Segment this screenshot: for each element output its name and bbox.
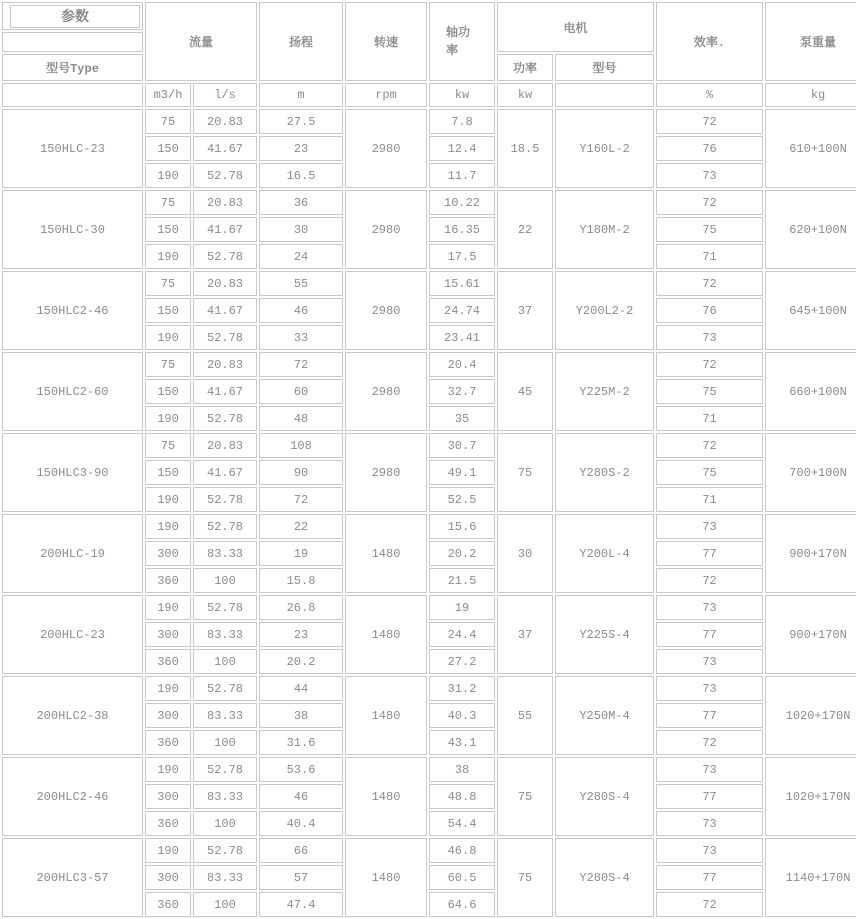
weight-cell: 900+170N: [765, 514, 856, 593]
flow-m3h-cell: 190: [145, 757, 191, 782]
flow-m3h-cell: 190: [145, 163, 191, 188]
model-cell: 150HLC-30: [2, 190, 143, 269]
flow-m3h-cell: 190: [145, 514, 191, 539]
unit-flow-ls: l/s: [193, 83, 257, 107]
flow-m3h-cell: 300: [145, 865, 191, 890]
unit-motor-power: kw: [497, 83, 553, 107]
shaft-power-cell: 40.3: [429, 703, 495, 728]
efficiency-cell: 73: [656, 811, 763, 836]
motor-model-cell: Y225M-2: [555, 352, 654, 431]
motor-power-cell: 75: [497, 838, 553, 917]
model-cell: 200HLC-19: [2, 514, 143, 593]
head-cell: 90: [259, 460, 343, 485]
efficiency-cell: 72: [656, 271, 763, 296]
speed-cell: 2980: [345, 433, 427, 512]
shaft-power-cell: 10.22: [429, 190, 495, 215]
flow-ls-cell: 20.83: [193, 109, 257, 134]
motor-model-cell: Y180M-2: [555, 190, 654, 269]
flow-ls-cell: 20.83: [193, 433, 257, 458]
blank-cell: [2, 83, 143, 107]
motor-power-header: 功率: [497, 54, 553, 81]
flow-ls-cell: 83.33: [193, 784, 257, 809]
flow-m3h-cell: 190: [145, 244, 191, 269]
efficiency-cell: 76: [656, 136, 763, 161]
weight-cell: 610+100N: [765, 109, 856, 188]
efficiency-cell: 71: [656, 487, 763, 512]
shaft-power-cell: 24.4: [429, 622, 495, 647]
flow-ls-cell: 52.78: [193, 325, 257, 350]
motor-power-cell: 18.5: [497, 109, 553, 188]
flow-m3h-cell: 75: [145, 352, 191, 377]
head-cell: 30: [259, 217, 343, 242]
speed-cell: 1480: [345, 595, 427, 674]
spec-row: [2, 838, 856, 863]
flow-m3h-cell: 190: [145, 406, 191, 431]
spec-row: [2, 433, 856, 458]
shaft-power-cell: 31.2: [429, 676, 495, 701]
efficiency-cell: 72: [656, 109, 763, 134]
motor-model-cell: Y280S-4: [555, 757, 654, 836]
efficiency-header: 效率.: [656, 2, 763, 81]
param-header-label: 参数: [10, 5, 140, 28]
motor-model-header: 型号: [555, 54, 654, 81]
flow-ls-cell: 100: [193, 568, 257, 593]
spec-row: [2, 676, 856, 701]
efficiency-cell: 73: [656, 649, 763, 674]
shaft-power-cell: 15.6: [429, 514, 495, 539]
head-cell: 53.6: [259, 757, 343, 782]
weight-cell: 900+170N: [765, 595, 856, 674]
shaft-power-cell: 7.8: [429, 109, 495, 134]
flow-m3h-cell: 360: [145, 892, 191, 917]
model-type-header: 型号Type: [2, 54, 143, 81]
flow-ls-cell: 41.67: [193, 460, 257, 485]
head-cell: 55: [259, 271, 343, 296]
speed-cell: 2980: [345, 352, 427, 431]
weight-cell: 1020+170N: [765, 676, 856, 755]
spec-row: [2, 757, 856, 782]
speed-cell: 2980: [345, 109, 427, 188]
shaft-power-cell: 16.35: [429, 217, 495, 242]
efficiency-cell: 72: [656, 352, 763, 377]
shaft-power-cell: 19: [429, 595, 495, 620]
speed-cell: 2980: [345, 190, 427, 269]
unit-weight: kg: [765, 83, 856, 107]
motor-power-cell: 30: [497, 514, 553, 593]
weight-cell: 660+100N: [765, 352, 856, 431]
efficiency-cell: 71: [656, 244, 763, 269]
speed-cell: 1480: [345, 676, 427, 755]
flow-m3h-cell: 75: [145, 109, 191, 134]
flow-ls-cell: 41.67: [193, 379, 257, 404]
flow-m3h-cell: 150: [145, 460, 191, 485]
flow-ls-cell: 20.83: [193, 271, 257, 296]
head-cell: 108: [259, 433, 343, 458]
flow-ls-cell: 52.78: [193, 487, 257, 512]
shaft-power-cell: 49.1: [429, 460, 495, 485]
spec-row: [2, 271, 856, 296]
flow-ls-cell: 52.78: [193, 406, 257, 431]
flow-ls-cell: 100: [193, 892, 257, 917]
unit-speed: rpm: [345, 83, 427, 107]
speed-cell: 2980: [345, 271, 427, 350]
head-cell: 36: [259, 190, 343, 215]
shaft-power-cell: 60.5: [429, 865, 495, 890]
motor-model-cell: Y280S-4: [555, 838, 654, 917]
efficiency-cell: 73: [656, 163, 763, 188]
weight-cell: 1020+170N: [765, 757, 856, 836]
flow-m3h-cell: 300: [145, 622, 191, 647]
shaft-power-cell: 38: [429, 757, 495, 782]
motor-model-cell: Y200L2-2: [555, 271, 654, 350]
flow-m3h-cell: 190: [145, 487, 191, 512]
blank-cell: [555, 83, 654, 107]
flow-m3h-cell: 300: [145, 703, 191, 728]
shaft-power-cell: 46.8: [429, 838, 495, 863]
spec-row: [2, 109, 856, 134]
units-row: [2, 83, 856, 107]
unit-flow-m3h: m3/h: [145, 83, 191, 107]
motor-power-cell: 55: [497, 676, 553, 755]
head-cell: 24: [259, 244, 343, 269]
head-cell: 38: [259, 703, 343, 728]
shaft-power-cell: 27.2: [429, 649, 495, 674]
speed-cell: 1480: [345, 757, 427, 836]
flow-ls-cell: 52.78: [193, 595, 257, 620]
motor-model-cell: Y250M-4: [555, 676, 654, 755]
flow-ls-cell: 100: [193, 649, 257, 674]
efficiency-cell: 77: [656, 784, 763, 809]
motor-header: 电机: [497, 2, 654, 52]
spec-row: [2, 190, 856, 215]
speed-cell: 1480: [345, 514, 427, 593]
flow-ls-cell: 52.78: [193, 757, 257, 782]
flow-ls-cell: 83.33: [193, 541, 257, 566]
head-cell: 47.4: [259, 892, 343, 917]
head-cell: 60: [259, 379, 343, 404]
efficiency-cell: 73: [656, 757, 763, 782]
flow-m3h-cell: 360: [145, 811, 191, 836]
head-cell: 46: [259, 784, 343, 809]
efficiency-cell: 77: [656, 865, 763, 890]
flow-ls-cell: 52.78: [193, 838, 257, 863]
shaft-power-cell: 54.4: [429, 811, 495, 836]
motor-power-cell: 75: [497, 433, 553, 512]
model-cell: 150HLC2-46: [2, 271, 143, 350]
model-cell: 150HLC-23: [2, 109, 143, 188]
weight-cell: 645+100N: [765, 271, 856, 350]
model-cell: 200HLC-23: [2, 595, 143, 674]
flow-m3h-cell: 300: [145, 784, 191, 809]
efficiency-cell: 71: [656, 406, 763, 431]
motor-power-cell: 45: [497, 352, 553, 431]
shaft-power-cell: 12.4: [429, 136, 495, 161]
efficiency-cell: 72: [656, 892, 763, 917]
flow-ls-cell: 83.33: [193, 703, 257, 728]
efficiency-cell: 72: [656, 190, 763, 215]
shaft-power-cell: 43.1: [429, 730, 495, 755]
motor-model-cell: Y225S-4: [555, 595, 654, 674]
head-cell: 57: [259, 865, 343, 890]
spec-table-body: [2, 2, 856, 917]
head-cell: 44: [259, 676, 343, 701]
shaft-power-cell: 20.4: [429, 352, 495, 377]
flow-m3h-cell: 190: [145, 595, 191, 620]
blank-cell: [2, 32, 143, 52]
shaft-power-cell: 30.7: [429, 433, 495, 458]
flow-ls-cell: 41.67: [193, 217, 257, 242]
efficiency-cell: 73: [656, 595, 763, 620]
head-cell: 27.5: [259, 109, 343, 134]
head-cell: 33: [259, 325, 343, 350]
shaft-power-cell: 11.7: [429, 163, 495, 188]
head-cell: 72: [259, 487, 343, 512]
efficiency-cell: 75: [656, 217, 763, 242]
efficiency-cell: 73: [656, 838, 763, 863]
shaft-power-header-label: 轴功率: [446, 25, 471, 58]
efficiency-cell: 76: [656, 298, 763, 323]
efficiency-cell: 72: [656, 433, 763, 458]
model-cell: 200HLC2-38: [2, 676, 143, 755]
flow-ls-cell: 100: [193, 811, 257, 836]
head-cell: 16.5: [259, 163, 343, 188]
head-cell: 66: [259, 838, 343, 863]
flow-m3h-cell: 190: [145, 325, 191, 350]
flow-m3h-cell: 150: [145, 379, 191, 404]
shaft-power-cell: 35: [429, 406, 495, 431]
unit-shaft-power: kw: [429, 83, 495, 107]
flow-m3h-cell: 360: [145, 649, 191, 674]
head-cell: 40.4: [259, 811, 343, 836]
flow-m3h-cell: 75: [145, 271, 191, 296]
flow-ls-cell: 52.78: [193, 676, 257, 701]
flow-m3h-cell: 190: [145, 838, 191, 863]
efficiency-cell: 75: [656, 460, 763, 485]
flow-ls-cell: 83.33: [193, 865, 257, 890]
flow-ls-cell: 52.78: [193, 244, 257, 269]
weight-cell: 700+100N: [765, 433, 856, 512]
head-cell: 48: [259, 406, 343, 431]
model-cell: 150HLC3-90: [2, 433, 143, 512]
shaft-power-cell: 64.6: [429, 892, 495, 917]
head-cell: 22: [259, 514, 343, 539]
efficiency-cell: 73: [656, 514, 763, 539]
efficiency-cell: 77: [656, 703, 763, 728]
flow-m3h-cell: 150: [145, 136, 191, 161]
shaft-power-header: [429, 2, 495, 81]
flow-m3h-cell: 150: [145, 298, 191, 323]
shaft-power-cell: 52.5: [429, 487, 495, 512]
flow-m3h-cell: 360: [145, 730, 191, 755]
shaft-power-cell: 32.7: [429, 379, 495, 404]
head-cell: 23: [259, 136, 343, 161]
flow-header: 流量: [145, 2, 257, 81]
head-cell: 23: [259, 622, 343, 647]
speed-cell: 1480: [345, 838, 427, 917]
head-cell: 15.8: [259, 568, 343, 593]
flow-ls-cell: 83.33: [193, 622, 257, 647]
param-header-cell: [2, 2, 143, 30]
efficiency-cell: 72: [656, 568, 763, 593]
motor-model-cell: Y160L-2: [555, 109, 654, 188]
motor-power-cell: 37: [497, 595, 553, 674]
efficiency-cell: 77: [656, 541, 763, 566]
shaft-power-cell: 17.5: [429, 244, 495, 269]
shaft-power-cell: 48.8: [429, 784, 495, 809]
flow-ls-cell: 52.78: [193, 514, 257, 539]
flow-ls-cell: 100: [193, 730, 257, 755]
spec-row: [2, 595, 856, 620]
motor-power-cell: 37: [497, 271, 553, 350]
efficiency-cell: 73: [656, 676, 763, 701]
efficiency-cell: 77: [656, 622, 763, 647]
motor-model-cell: Y200L-4: [555, 514, 654, 593]
weight-cell: 620+100N: [765, 190, 856, 269]
spec-row: [2, 514, 856, 539]
pump-weight-header: 泵重量: [765, 2, 856, 81]
unit-efficiency: %: [656, 83, 763, 107]
header-row-1: [2, 2, 856, 30]
head-header: 扬程: [259, 2, 343, 81]
head-cell: 26.8: [259, 595, 343, 620]
flow-m3h-cell: 75: [145, 433, 191, 458]
flow-m3h-cell: 360: [145, 568, 191, 593]
flow-ls-cell: 52.78: [193, 163, 257, 188]
flow-m3h-cell: 150: [145, 217, 191, 242]
unit-head: m: [259, 83, 343, 107]
head-cell: 20.2: [259, 649, 343, 674]
efficiency-cell: 72: [656, 730, 763, 755]
model-cell: 200HLC2-46: [2, 757, 143, 836]
weight-cell: 1140+170N: [765, 838, 856, 917]
motor-power-cell: 22: [497, 190, 553, 269]
motor-model-cell: Y280S-2: [555, 433, 654, 512]
shaft-power-cell: 23.41: [429, 325, 495, 350]
flow-ls-cell: 20.83: [193, 352, 257, 377]
model-cell: 200HLC3-57: [2, 838, 143, 917]
flow-m3h-cell: 190: [145, 676, 191, 701]
efficiency-cell: 73: [656, 325, 763, 350]
shaft-power-cell: 15.61: [429, 271, 495, 296]
head-cell: 31.6: [259, 730, 343, 755]
shaft-power-cell: 20.2: [429, 541, 495, 566]
shaft-power-cell: 24.74: [429, 298, 495, 323]
spec-row: [2, 352, 856, 377]
flow-ls-cell: 20.83: [193, 190, 257, 215]
efficiency-cell: 75: [656, 379, 763, 404]
flow-ls-cell: 41.67: [193, 298, 257, 323]
head-cell: 72: [259, 352, 343, 377]
head-cell: 19: [259, 541, 343, 566]
shaft-power-cell: 21.5: [429, 568, 495, 593]
head-cell: 46: [259, 298, 343, 323]
flow-ls-cell: 41.67: [193, 136, 257, 161]
flow-m3h-cell: 300: [145, 541, 191, 566]
motor-power-cell: 75: [497, 757, 553, 836]
model-cell: 150HLC2-60: [2, 352, 143, 431]
flow-m3h-cell: 75: [145, 190, 191, 215]
speed-header: 转速: [345, 2, 427, 81]
